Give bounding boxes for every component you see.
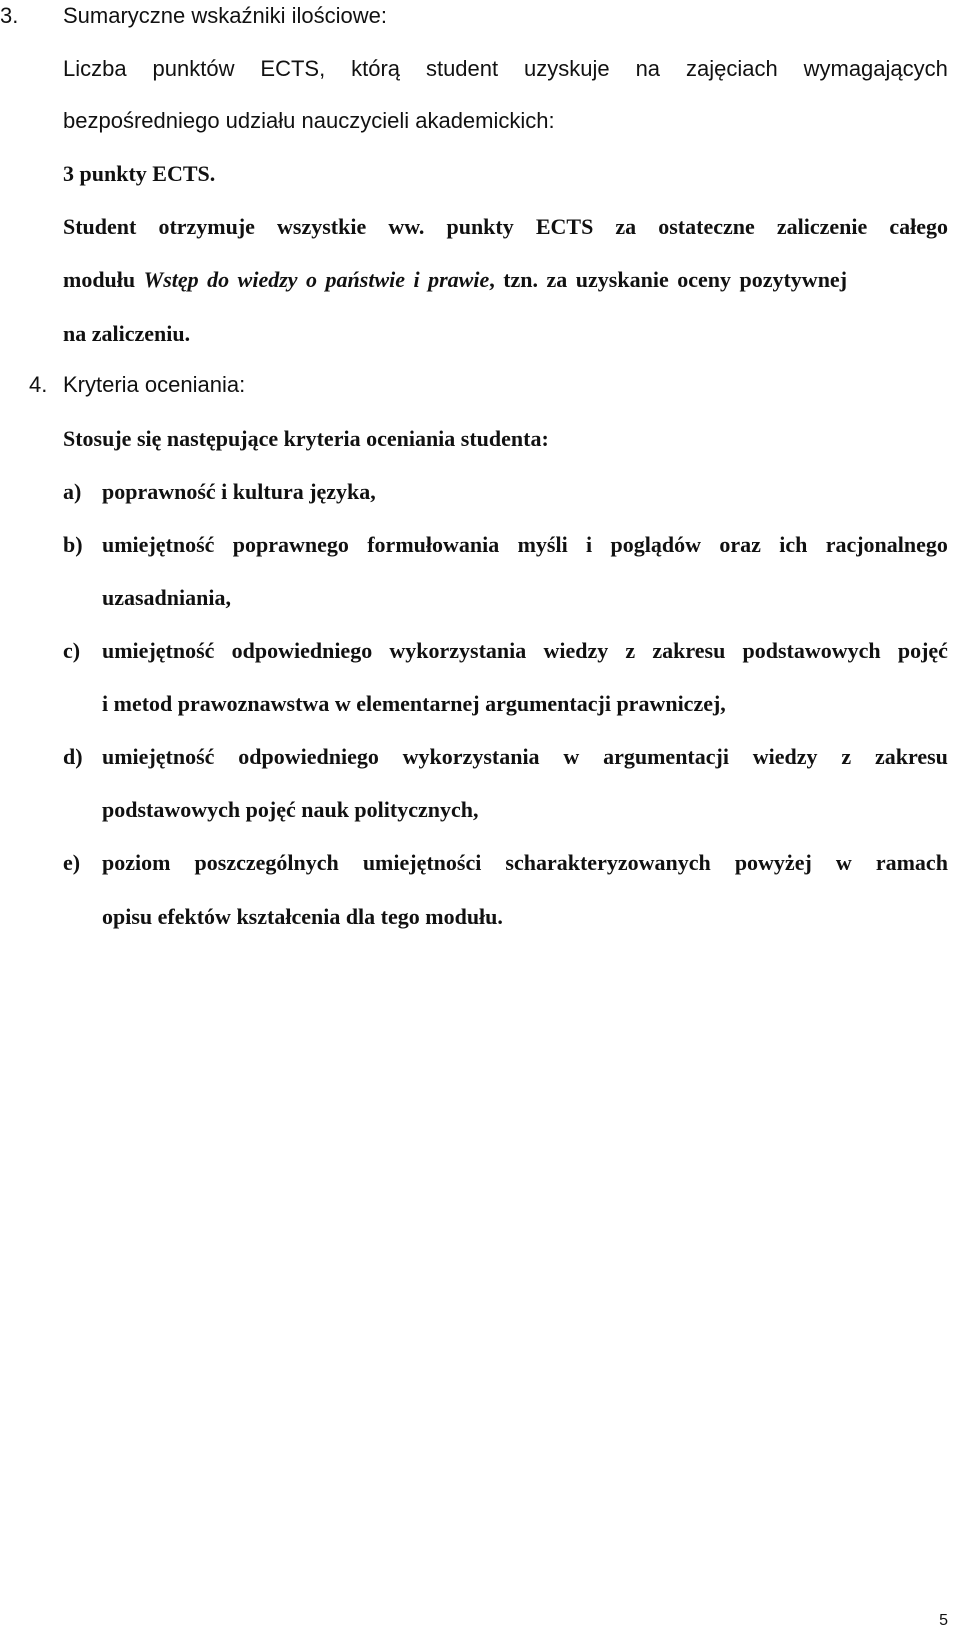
criterion-d-line-1 xyxy=(102,743,948,771)
section-4-number: 4. xyxy=(29,372,48,397)
word: pojęć xyxy=(897,638,948,663)
criterion-e-label: e) xyxy=(63,850,81,875)
word: racjonalnego xyxy=(825,532,948,557)
module-name: Wstęp do wiedzy o państwie i prawie xyxy=(143,267,490,292)
criterion-d-line-2: podstawowych pojęć nauk politycznych, xyxy=(102,797,479,822)
word: Student xyxy=(63,214,137,239)
word: zakresu xyxy=(652,638,726,663)
word: na xyxy=(635,56,661,81)
word: zakresu xyxy=(874,744,948,769)
word: odpowiedniego xyxy=(238,744,379,769)
module-suffix: , tzn. za uzyskanie oceny pozytywnej xyxy=(489,267,848,292)
word: w xyxy=(835,850,852,875)
word: formułowania xyxy=(367,532,500,557)
word: ich xyxy=(779,532,808,557)
criteria-intro: Stosuje się następujące kryteria oceniania studenta: xyxy=(63,426,549,451)
word: scharakteryzowanych xyxy=(505,850,711,875)
word: oraz xyxy=(719,532,761,557)
criterion-e-line-1 xyxy=(102,849,948,877)
word: wykorzystania xyxy=(389,638,527,663)
word: argumentacji xyxy=(603,744,729,769)
section-3-paragraph-1-line-1 xyxy=(63,55,948,83)
page-number: 5 xyxy=(939,1612,948,1629)
section-3-paragraph-1-line-2: bezpośredniego udziału nauczycieli akademickich: xyxy=(63,108,555,133)
ects-points: 3 punkty ECTS. xyxy=(63,161,216,186)
word: powyżej xyxy=(734,850,812,875)
word: punkty xyxy=(446,214,514,239)
word: uzyskuje xyxy=(524,56,610,81)
criterion-e-line-2: opisu efektów kształcenia dla tego modułu. xyxy=(102,904,503,929)
word: umiejętność xyxy=(102,638,215,663)
criterion-c-line-2: i metod prawoznawstwa w elementarnej argumentacji prawniczej, xyxy=(102,691,726,716)
word: wykorzystania xyxy=(402,744,540,769)
word: poglądów xyxy=(610,532,701,557)
word: odpowiedniego xyxy=(231,638,373,663)
word: punktów xyxy=(152,56,235,81)
word: wiedzy xyxy=(752,744,818,769)
word: ECTS xyxy=(535,214,594,239)
word: poprawnego xyxy=(232,532,349,557)
section-3-number: 3. xyxy=(0,3,19,28)
word: poziom xyxy=(102,850,171,875)
word: ww. xyxy=(388,214,425,239)
criterion-b-line-1 xyxy=(102,531,948,559)
word: umiejętność xyxy=(102,532,215,557)
word: którą xyxy=(351,56,401,81)
word: w xyxy=(563,744,580,769)
word: wymagających xyxy=(803,56,948,81)
section-3-paragraph-2-line-2 xyxy=(63,266,847,294)
word: z xyxy=(625,638,636,663)
word: ECTS, xyxy=(260,56,326,81)
word: i xyxy=(586,532,593,557)
word: zaliczenie xyxy=(776,214,868,239)
criterion-d-label: d) xyxy=(63,744,83,769)
word: ostateczne xyxy=(658,214,755,239)
word: z xyxy=(841,744,852,769)
word: poszczególnych xyxy=(194,850,339,875)
criterion-c-label: c) xyxy=(63,638,81,663)
word: wszystkie xyxy=(277,214,367,239)
word: myśli xyxy=(517,532,568,557)
criterion-b-label: b) xyxy=(63,532,83,557)
word: za xyxy=(615,214,637,239)
criterion-c-line-1 xyxy=(102,637,948,665)
section-3-paragraph-2-line-3: na zaliczeniu. xyxy=(63,321,191,346)
word: całego xyxy=(889,214,948,239)
section-3-paragraph-2-line-1 xyxy=(63,213,948,241)
section-4-title: Kryteria oceniania: xyxy=(63,372,246,397)
word: ramach xyxy=(875,850,948,875)
word: Liczba xyxy=(63,56,127,81)
word: podstawowych xyxy=(742,638,881,663)
section-3-title: Sumaryczne wskaźniki ilościowe: xyxy=(63,3,387,28)
criterion-b-line-2: uzasadniania, xyxy=(102,585,231,610)
criterion-a-line-1: poprawność i kultura języka, xyxy=(102,479,376,504)
word: zajęciach xyxy=(685,56,778,81)
word: student xyxy=(425,56,499,81)
word: wiedzy xyxy=(543,638,609,663)
criterion-a-label: a) xyxy=(63,479,82,504)
word: umiejętności xyxy=(362,850,482,875)
word: umiejętność xyxy=(102,744,215,769)
word: otrzymuje xyxy=(158,214,255,239)
module-prefix: modułu xyxy=(63,267,136,292)
